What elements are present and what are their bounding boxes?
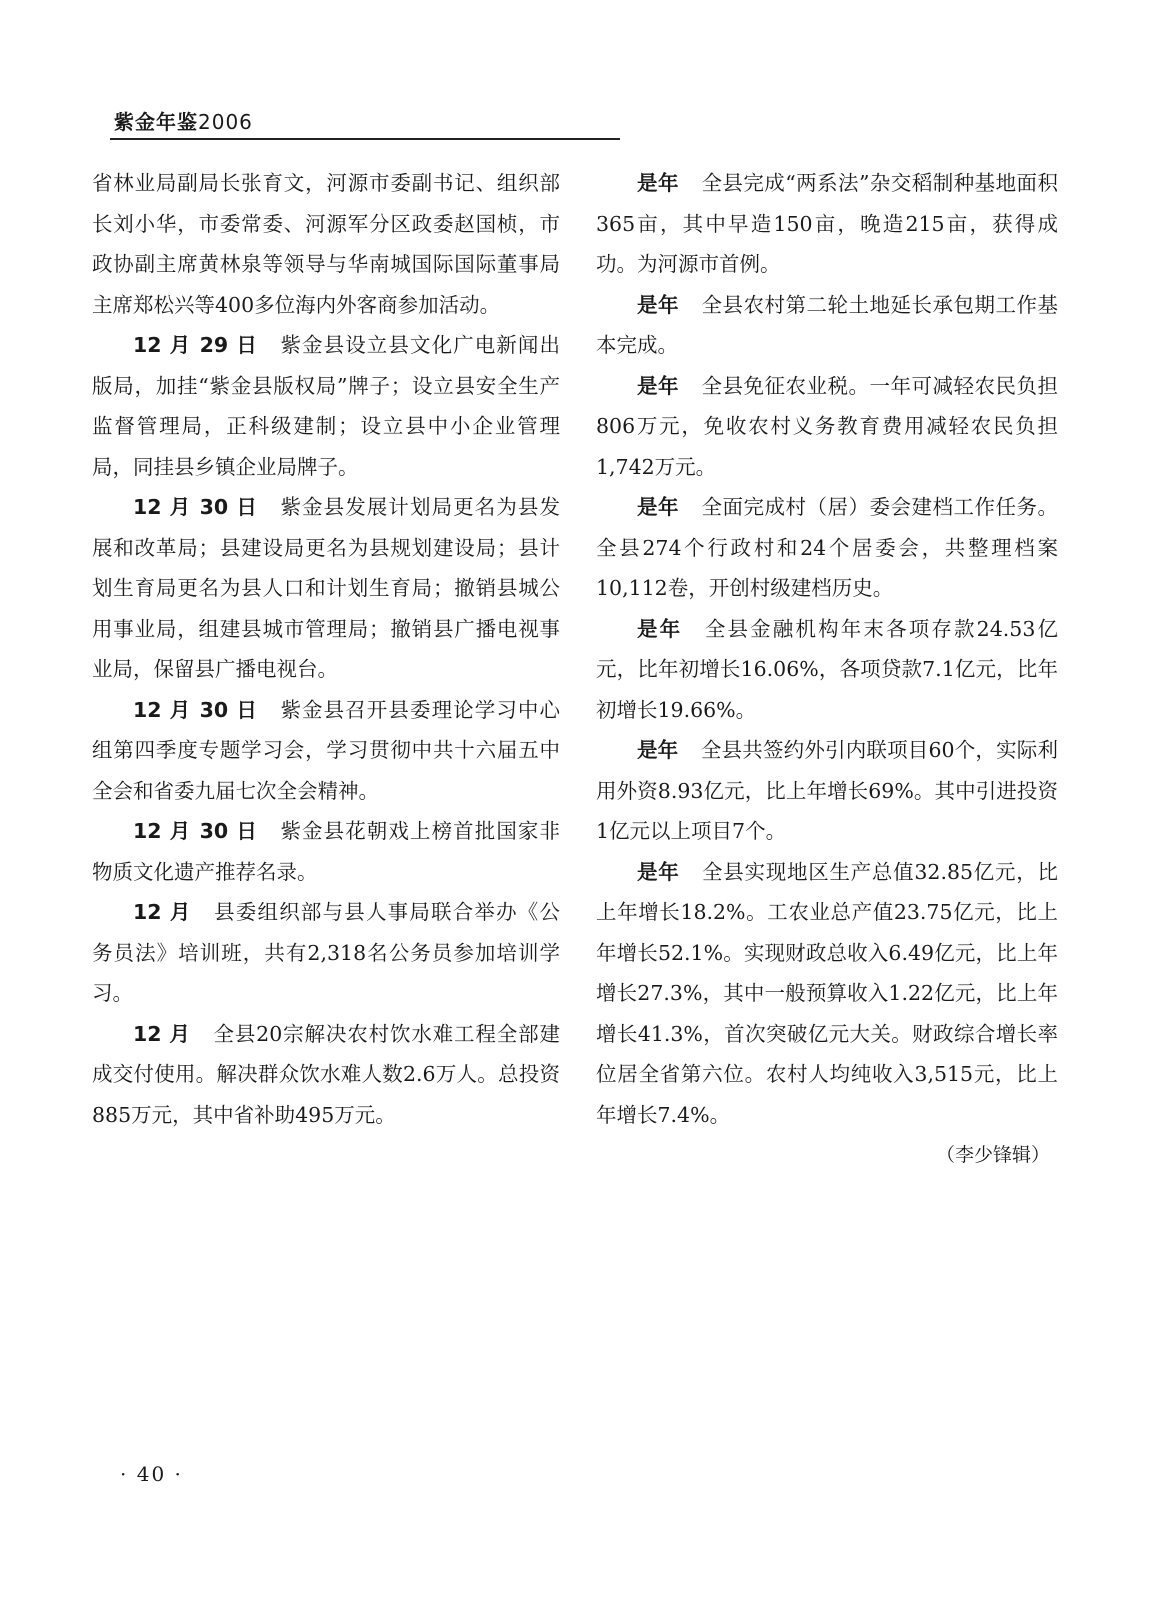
entry-text: 全县免征农业税。一年可减轻农民负担806万元，免收农村义务教育费用减轻农民负担1,742万元。 [596, 373, 1059, 479]
editor-signature: （李少锋辑） [935, 1144, 1050, 1166]
entry-text: 紫金县召开县委理论学习中心组第四季度专题学习会，学习贯彻中共十六届五中全会和省委九届七次全会精神。 [92, 697, 561, 803]
entry-label: 是年 [637, 495, 679, 519]
right-column [596, 163, 1058, 1176]
entry-text: 全县实现地区生产总值32.85亿元，比上年增长18.2%。工农业总产值23.75亿元，比上年增长52.1%。实现财政总收入6.49亿元，比上年增长27.3%，其中一般预算收入1.22亿元，比上年增长41.3%，首次突破亿元大关。财政综合增长率位居全省第六位。农村人均纯收入3,515元，比上年增长7.4%。 [596, 859, 1059, 1127]
chronicle-entry [596, 366, 1058, 488]
entry-text: 全县金融机构年末各项存款24.53亿元，比年初增长16.06%，各项贷款7.1亿元，比年初增长19.66%。 [596, 616, 1059, 722]
chronicle-entry [92, 892, 560, 1014]
chronicle-entry [92, 487, 560, 690]
entry-date: 12 月 29 日 [133, 333, 258, 357]
entry-date: 12 月 30 日 [133, 697, 258, 722]
entry-text: 全县共签约外引内联项目60个，实际利用外资8.93亿元，比上年增长69%。其中引进投资1亿元以上项目7个。 [596, 738, 1058, 843]
chronicle-entry [92, 690, 560, 812]
chronicle-entry [596, 285, 1058, 366]
chronicle-entry [92, 325, 560, 487]
entry-text: 紫金县花朝戏上榜首批国家非物质文化遗产推荐名录。 [92, 819, 561, 884]
entry-date: 12 月 [133, 900, 192, 924]
chronicle-entry [596, 852, 1058, 1136]
chronicle-entry [596, 609, 1058, 731]
book-title [114, 106, 253, 135]
running-header [110, 100, 620, 140]
entry-text: 紫金县设立县文化广电新闻出版局，加挂“紫金县版权局”牌子；设立县安全生产监督管理局，正科级建制；设立县中小企业管理局，同挂县乡镇企业局牌子。 [92, 333, 561, 479]
chronicle-entry [92, 1014, 560, 1136]
left-column [92, 163, 560, 1135]
entry-text: 紫金县发展计划局更名为县发展和改革局；县建设局更名为县规划建设局；县计划生育局更名为县人口和计划生育局；撤销县城公用事业局，组建县城市管理局；撤销县广播电视事业局，保留县广播电视台。 [92, 495, 561, 681]
entry-label: 是年 [637, 616, 683, 641]
entry-text: 县委组织部与县人事局联合举办《公务员法》培训班，共有2,318名公务员参加培训学习。 [92, 900, 561, 1005]
entry-date: 12 月 30 日 [133, 819, 258, 843]
entry-text: 全县农村第二轮土地延长承包期工作基本完成。 [596, 292, 1059, 357]
entry-label: 是年 [637, 171, 679, 195]
entry-label: 是年 [637, 373, 679, 398]
book-title-year: 2006 [198, 110, 253, 134]
page-number: · 40 · [120, 1462, 183, 1486]
entry-label: 是年 [637, 738, 679, 762]
chronicle-entry [596, 730, 1058, 852]
chronicle-entry [92, 811, 560, 892]
chronicle-entry [596, 163, 1058, 285]
entry-text: 全县完成“两系法”杂交稻制种基地面积365亩，其中早造150亩，晚造215亩，获得成功。为河源市首例。 [596, 171, 1059, 276]
entry-label: 是年 [637, 292, 679, 317]
entry-label: 是年 [637, 859, 680, 884]
entry-text: 全县20宗解决农村饮水难工程全部建成交付使用。解决群众饮水难人数2.6万人。总投资885万元，其中省补助495万元。 [92, 1021, 560, 1127]
continuation-paragraph: 省林业局副局长张育文，河源市委副书记、组织部长刘小华，市委常委、河源军分区政委赵国桢，市政协副主席黄林泉等领导与华南城国际国际董事局主席郑松兴等400多位海内外客商参加活动。 [92, 171, 560, 317]
entry-text: 全面完成村（居）委会建档工作任务。全县274个行政村和24个居委会，共整理档案10,112卷，开创村级建档历史。 [596, 495, 1059, 600]
book-title-name: 紫金年鉴 [114, 110, 198, 134]
entry-date: 12 月 [133, 1021, 191, 1046]
entry-date: 12 月 30 日 [133, 495, 258, 519]
chronicle-entry [596, 487, 1058, 609]
